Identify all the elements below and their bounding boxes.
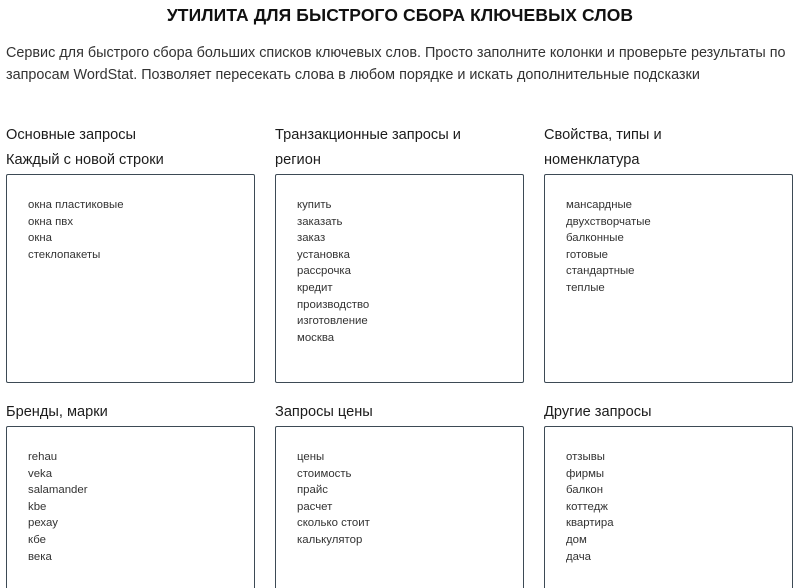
keyword-line: сколько стоит: [297, 517, 370, 530]
keyword-line: калькулятор: [297, 533, 363, 546]
keyword-line: рехау: [28, 517, 58, 530]
keyword-line: прайс: [297, 484, 328, 497]
keyword-line: дом: [566, 533, 587, 546]
column-label-line: номенклатура: [544, 152, 640, 168]
keyword-line: окна пвх: [28, 215, 74, 228]
keyword-line: установка: [297, 248, 350, 261]
column-label: [544, 123, 794, 173]
keyword-column-main-queries: [6, 123, 256, 383]
keyword-line: кбе: [28, 533, 46, 546]
keyword-column-transactional: [275, 123, 525, 383]
keyword-column-brands: [6, 400, 256, 588]
column-label: [6, 400, 256, 426]
keyword-line: окна пластиковые: [28, 199, 124, 211]
keyword-column-other: [544, 400, 794, 588]
keyword-line: veka: [28, 467, 53, 480]
keyword-line: коттедж: [566, 500, 608, 513]
keyword-line: квартира: [566, 517, 614, 530]
keyword-column-properties: [544, 123, 794, 383]
keyword-line: кредит: [297, 281, 333, 294]
keyword-line: фирмы: [566, 467, 605, 480]
page-title: УТИЛИТА ДЛЯ БЫСТРОГО СБОРА КЛЮЧЕВЫХ СЛОВ: [166, 5, 634, 25]
keyword-line: производство: [297, 298, 370, 311]
column-label-line: Каждый с новой строки: [6, 152, 164, 168]
keyword-line: рассрочка: [297, 265, 351, 278]
page-description: Сервис для быстрого сбора больших списков ключевых слов. Просто заполните колонки и проверьте результаты по запросам WordStat. Позволяет пересекать слова в любом порядке и искать дополнительные подсказки: [6, 45, 786, 83]
keyword-line: дача: [566, 550, 592, 563]
keyword-line: цены: [297, 451, 325, 463]
keyword-line: балкон: [566, 484, 603, 497]
column-label: [544, 400, 794, 426]
keyword-line: балконные: [566, 232, 624, 245]
keyword-line: расчет: [297, 500, 333, 513]
keyword-line: стандартные: [566, 265, 635, 278]
transactional-queries-textarea[interactable]: [275, 174, 524, 383]
main-queries-textarea[interactable]: [6, 174, 255, 383]
keyword-line: окна: [28, 232, 52, 245]
column-label-line: Запросы цены: [275, 404, 373, 420]
keyword-column-price: [275, 400, 525, 588]
column-label: [275, 123, 525, 173]
keyword-line: готовые: [566, 248, 608, 261]
keyword-line: заказ: [297, 232, 326, 245]
keyword-line: стеклопакеты: [28, 248, 101, 261]
brands-textarea[interactable]: [6, 426, 255, 588]
keyword-line: теплые: [566, 281, 605, 294]
column-label-line: регион: [275, 152, 321, 168]
keyword-line: стоимость: [297, 467, 352, 480]
keyword-line: двухстворчатые: [566, 215, 651, 228]
keyword-line: изготовление: [297, 315, 368, 328]
column-label-line: Другие запросы: [544, 404, 652, 420]
column-label: [6, 123, 256, 173]
keyword-line: века: [28, 550, 52, 563]
column-label-line: Основные запросы: [6, 127, 137, 143]
keyword-line: заказать: [297, 215, 343, 228]
other-queries-textarea[interactable]: [544, 426, 793, 588]
keyword-line: salamander: [28, 484, 88, 497]
column-label-line: Транзакционные запросы и: [275, 127, 461, 143]
keyword-line: мансардные: [566, 199, 633, 211]
properties-textarea[interactable]: [544, 174, 793, 383]
keyword-line: отзывы: [566, 451, 605, 463]
keyword-line: москва: [297, 331, 335, 344]
column-label: [275, 400, 525, 426]
keyword-line: kbe: [28, 500, 47, 513]
keyword-line: купить: [297, 199, 332, 211]
keyword-line: rehau: [28, 451, 58, 463]
price-queries-textarea[interactable]: [275, 426, 524, 588]
column-label-line: Свойства, типы и: [544, 127, 662, 143]
column-label-line: Бренды, марки: [6, 404, 108, 420]
